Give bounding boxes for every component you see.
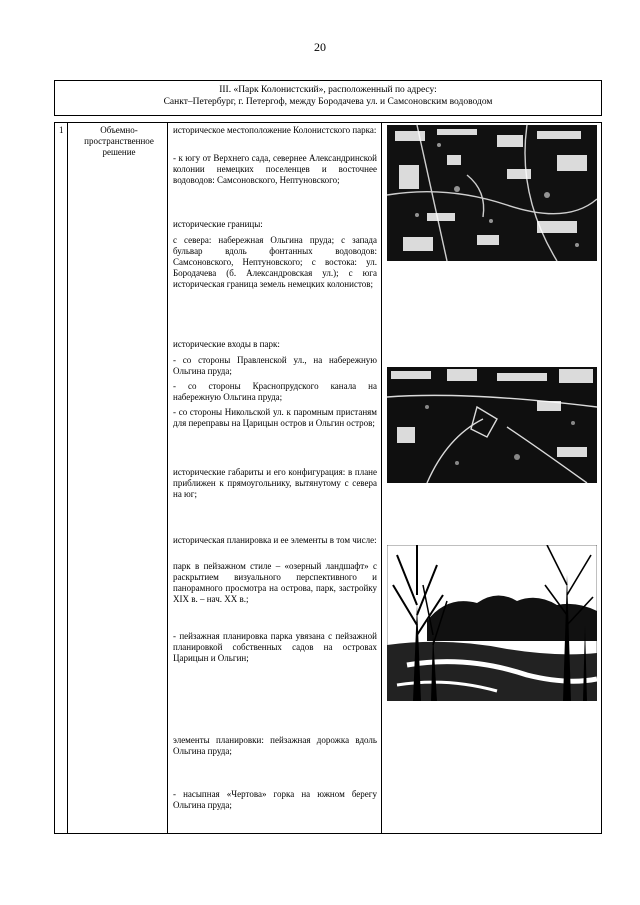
paragraph: исторические габариты и его конфигурация: в плане приближен к прямоугольнику, вытянутому с севера на юг; (173, 467, 377, 499)
paragraph: - к югу от Верхнего сада, севернее Александринской колонии немецких поселенцев и восточнее водоводов: Самсоновского, Нептуновского; (173, 153, 377, 185)
aerial-photo-1 (387, 125, 597, 261)
content-table (54, 122, 602, 834)
paragraph: - со стороны Никольской ул. к паромным пристаням для переправы на Царицын остров и Ольгин остров; (173, 407, 377, 428)
paragraph: исторические входы в парк: (173, 339, 280, 349)
header-line-2: Санкт–Петербург, г. Петергоф, между Бородачева ул. и Самсоновским водоводом (163, 97, 493, 107)
row-number: 1 (59, 125, 64, 135)
page-number: 20 (314, 40, 326, 54)
paragraph: - насыпная «Чертова» горка на южном берегу Ольгина пруда; (173, 789, 377, 810)
paragraph: - пейзажная планировка парка увязана с пейзажной планировкой собственных садов на островах Царицын и Ольгин; (173, 631, 377, 663)
column-divider (167, 123, 168, 833)
paragraph: - со стороны Правленской ул., на набережную Ольгина пруда; (173, 355, 377, 376)
row-title: Объемно-пространственное решение (84, 125, 154, 157)
column-divider (381, 123, 382, 833)
aerial-photo-2 (387, 367, 597, 483)
column-divider (67, 123, 68, 833)
paragraph: с севера: набережная Ольгина пруда; с запада бульвар вдоль фонтанных водоводов: Самсоновского, Нептуновского; с востока: ул. Бородачева (б. Александровская ул.); с юга историческая граница земель немецких колонистов; (173, 235, 377, 289)
section-header (54, 80, 602, 116)
park-photo (387, 545, 597, 701)
paragraph: историческая планировка и ее элементы в том числе: (173, 535, 377, 545)
paragraph: элементы планировки: пейзажная дорожка вдоль Ольгина пруда; (173, 735, 377, 756)
paragraph: исторические границы: (173, 219, 263, 229)
paragraph: - со стороны Краснопрудского канала на набережную Ольгина пруда; (173, 381, 377, 402)
paragraph: историческое местоположение Колонистского парка: (173, 125, 377, 135)
header-line-1: III. «Парк Колонистский», расположенный по адресу: (219, 85, 437, 95)
paragraph: парк в пейзажном стиле – «озерный ландшафт» с раскрытием визуального перспективного и панорамного просмотра на острова, парк, застройку XIX в. – нач. XX в.; (173, 561, 377, 604)
